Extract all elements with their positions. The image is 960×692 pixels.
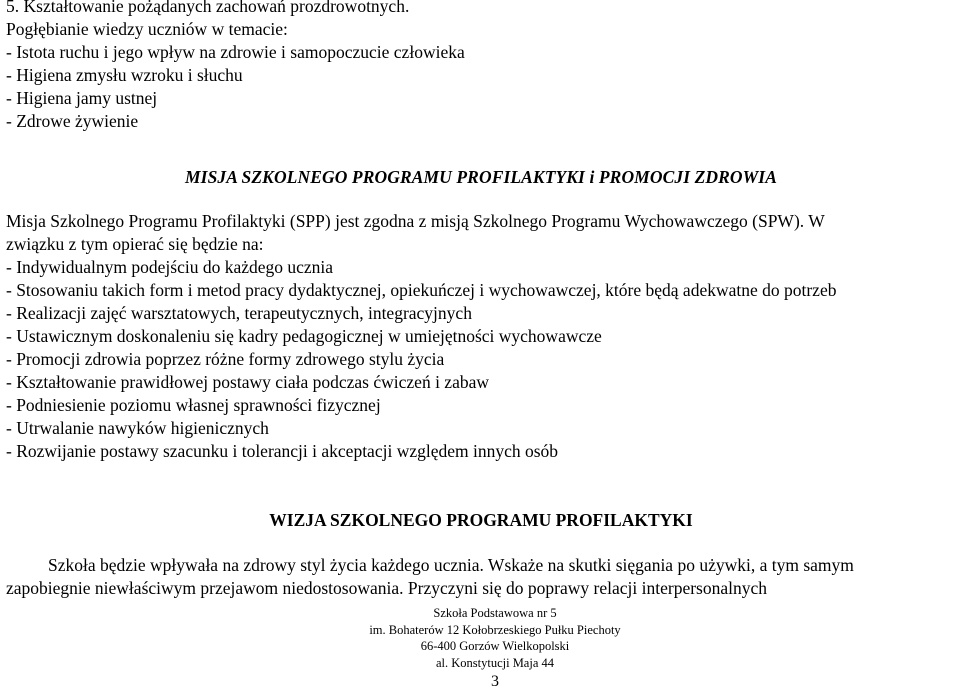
list-item: - Kształtowanie prawidłowej postawy ciała podczas ćwiczeń i zabaw (6, 372, 489, 392)
list-item: - Indywidualnym podejściu do każdego ucznia (6, 257, 334, 277)
list-item: - Istota ruchu i jego wpływ na zdrowie i samopoczucie człowieka (6, 42, 465, 62)
mission-paragraph-line: Misja Szkolnego Programu Profilaktyki (SPP) jest zgodna z misją Szkolnego Programu Wychowawczego (SPW). W (6, 211, 825, 231)
section-subheading: Pogłębianie wiedzy uczniów w temacie: (6, 19, 288, 39)
list-item: - Realizacji zajęć warsztatowych, terapeutycznych, integracyjnych (6, 303, 472, 323)
footer-street: im. Bohaterów 12 Kołobrzeskiego Pułku Piechoty (369, 622, 621, 637)
list-item: - Promocji zdrowia poprzez różne formy zdrowego stylu życia (6, 349, 445, 369)
vision-section (6, 554, 956, 600)
list-item: - Higiena zmysłu wzroku i słuchu (6, 65, 243, 85)
page-footer (0, 605, 960, 692)
vision-paragraph-line: zapobiegnie niewłaściwym przejawom niedostosowania. Przyczyni się do poprawy relacji interpersonalnych (6, 578, 768, 598)
list-item: - Utrwalanie nawyków higienicznych (6, 418, 269, 438)
section-heading: 5. Kształtowanie pożądanych zachowań prozdrowotnych. (6, 0, 410, 16)
list-item: - Higiena jamy ustnej (6, 88, 158, 108)
list-item: - Ustawicznym doskonaleniu się kadry pedagogicznej w umiejętności wychowawcze (6, 326, 602, 346)
page-number: 3 (491, 673, 499, 690)
list-item: - Rozwijanie postawy szacunku i tolerancji i akceptacji względem innych osób (6, 441, 559, 461)
footer-address: al. Konstytucji Maja 44 (435, 655, 555, 670)
footer-school-name: Szkoła Podstawowa nr 5 (433, 606, 557, 620)
vision-paragraph-line: Szkoła będzie wpływała na zdrowy styl życia każdego ucznia. Wskaże na skutki sięgania po używki, a tym samym (48, 555, 854, 575)
list-item: - Podniesienie poziomu własnej sprawności fizycznej (6, 395, 381, 415)
list-item: - Stosowaniu takich form i metod pracy dydaktycznej, opiekuńczej i wychowawczej, które będą adekwatne do potrzeb (6, 280, 837, 300)
mission-section (6, 210, 956, 463)
vision-title: WIZJA SZKOLNEGO PROGRAMU PROFILAKTYKI (269, 510, 693, 530)
list-item: - Zdrowe żywienie (6, 111, 139, 131)
footer-city: 66-400 Gorzów Wielkopolski (420, 639, 570, 653)
mission-title: MISJA SZKOLNEGO PROGRAMU PROFILAKTYKI i PROMOCJI ZDROWIA (185, 167, 777, 187)
document-page (6, 0, 956, 600)
mission-paragraph-line: związku z tym opierać się będzie na: (6, 234, 264, 254)
intro-section (6, 0, 956, 133)
